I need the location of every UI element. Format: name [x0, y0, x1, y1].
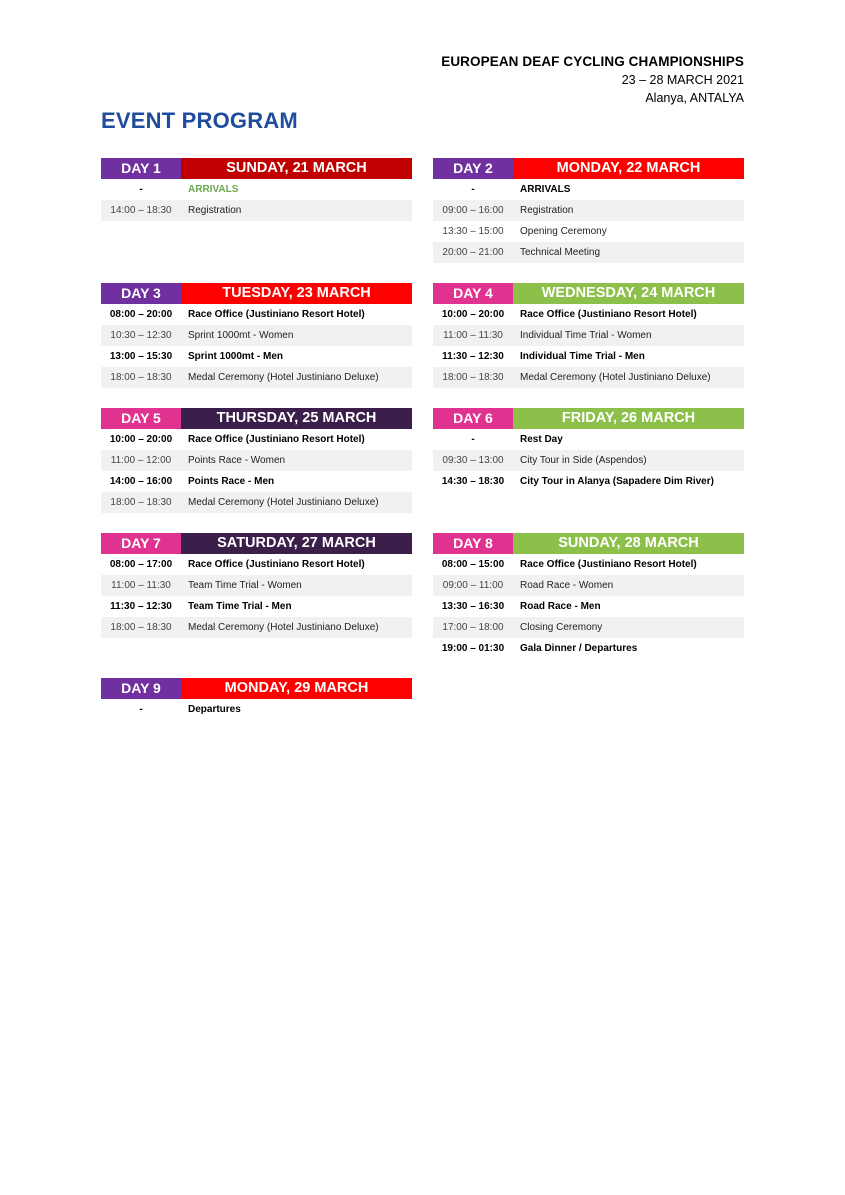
day-header: [433, 283, 744, 304]
schedule-time: 10:30 – 12:30: [110, 330, 172, 341]
schedule-row: [101, 554, 412, 575]
schedule-event: Team Time Trial - Women: [188, 580, 302, 591]
schedule-event: City Tour in Side (Aspendos): [520, 455, 647, 466]
day-block: [433, 408, 744, 492]
schedule-event: ARRIVALS: [520, 184, 571, 195]
schedule-row: [433, 242, 744, 263]
day-block: [101, 283, 412, 388]
schedule-row: [101, 471, 412, 492]
schedule-row: [101, 179, 412, 200]
schedule-row: [433, 221, 744, 242]
schedule-event: Race Office (Justiniano Resort Hotel): [520, 309, 697, 320]
day-label: DAY 4: [433, 283, 513, 304]
schedule-row: [101, 596, 412, 617]
schedule-row: [433, 200, 744, 221]
schedule-row: [101, 450, 412, 471]
schedule-event: Individual Time Trial - Men: [520, 351, 645, 362]
event-header: [441, 52, 744, 107]
schedule-row: [101, 699, 412, 720]
schedule-time: 13:30 – 15:00: [442, 226, 504, 237]
schedule-time: 14:00 – 16:00: [109, 476, 173, 487]
schedule-event: Registration: [188, 205, 242, 216]
schedule-event: Race Office (Justiniano Resort Hotel): [520, 559, 697, 570]
schedule-time: 09:00 – 11:00: [442, 580, 504, 591]
day-label: DAY 5: [101, 408, 181, 429]
day-block: [101, 533, 412, 638]
schedule-event: City Tour in Alanya (Sapadere Dim River): [520, 476, 714, 487]
day-header: [101, 158, 412, 179]
schedule-time: 09:00 – 16:00: [442, 205, 504, 216]
day-date: FRIDAY, 26 MARCH: [513, 408, 744, 429]
schedule-row: [433, 346, 744, 367]
schedule-time: 18:00 – 18:30: [442, 372, 504, 383]
schedule-event: Registration: [520, 205, 574, 216]
schedule-event: Sprint 1000mt - Women: [188, 330, 294, 341]
schedule-row: [433, 429, 744, 450]
day-label: DAY 6: [433, 408, 513, 429]
schedule-row: [101, 429, 412, 450]
day-date: SATURDAY, 27 MARCH: [181, 533, 412, 554]
schedule-row: [101, 200, 412, 221]
schedule-row: [101, 575, 412, 596]
day-block: [101, 678, 412, 720]
day-date: THURSDAY, 25 MARCH: [181, 408, 412, 429]
day-label: DAY 2: [433, 158, 513, 179]
schedule-row: [433, 596, 744, 617]
schedule-event: Race Office (Justiniano Resort Hotel): [188, 434, 365, 445]
schedule-row: [101, 492, 412, 513]
schedule-time: 11:30 – 12:30: [442, 351, 504, 362]
day-label: DAY 9: [101, 678, 181, 699]
day-block: [101, 158, 412, 221]
schedule-event: Medal Ceremony (Hotel Justiniano Deluxe): [188, 497, 379, 508]
schedule-event: Medal Ceremony (Hotel Justiniano Deluxe): [520, 372, 711, 383]
schedule-event: Medal Ceremony (Hotel Justiniano Deluxe): [188, 622, 379, 633]
schedule-event: Medal Ceremony (Hotel Justiniano Deluxe): [188, 372, 379, 383]
page-title: EVENT PROGRAM: [101, 108, 298, 133]
day-header: [433, 408, 744, 429]
schedule-event: Race Office (Justiniano Resort Hotel): [188, 559, 365, 570]
day-date: MONDAY, 29 MARCH: [181, 678, 412, 699]
schedule-time: 18:00 – 18:30: [110, 622, 172, 633]
day-block: [433, 158, 744, 263]
schedule-time: 11:00 – 11:30: [443, 330, 503, 341]
day-date: TUESDAY, 23 MARCH: [181, 283, 412, 304]
day-header: [433, 158, 744, 179]
schedule-time: -: [471, 434, 475, 445]
schedule-event: Opening Ceremony: [520, 226, 607, 237]
schedule-event: Points Race - Men: [188, 476, 275, 487]
schedule-time: 18:00 – 18:30: [110, 497, 172, 508]
schedule-time: 11:00 – 11:30: [111, 580, 171, 591]
schedule-event: ARRIVALS: [188, 184, 239, 195]
schedule-event: Departures: [188, 704, 241, 715]
schedule-time: 10:00 – 20:00: [441, 309, 505, 320]
schedule-event: Sprint 1000mt - Men: [188, 351, 284, 362]
day-label: DAY 8: [433, 533, 513, 554]
schedule-time: 13:00 – 15:30: [109, 351, 173, 362]
schedule-time: 13:30 – 16:30: [441, 601, 505, 612]
day-date: WEDNESDAY, 24 MARCH: [513, 283, 744, 304]
schedule-row: [433, 471, 744, 492]
schedule-event: Road Race - Women: [520, 580, 614, 591]
schedule-time: 19:00 – 01:30: [441, 643, 505, 654]
schedule-row: [433, 554, 744, 575]
schedule-event: Road Race - Men: [520, 601, 601, 612]
schedule-row: [101, 304, 412, 325]
schedule-time: 14:30 – 18:30: [441, 476, 505, 487]
day-header: [101, 408, 412, 429]
event-location: Alanya, ANTALYA: [645, 91, 744, 105]
schedule-row: [433, 367, 744, 388]
schedule-row: [433, 325, 744, 346]
day-label: DAY 1: [101, 158, 181, 179]
day-header: [101, 678, 412, 699]
schedule-time: -: [139, 184, 143, 195]
day-block: [433, 533, 744, 659]
schedule-time: 09:30 – 13:00: [442, 455, 504, 466]
event-dates: 23 – 28 MARCH 2021: [621, 73, 744, 87]
schedule-event: Points Race - Women: [188, 455, 286, 466]
schedule-time: 14:00 – 18:30: [110, 205, 172, 216]
schedule-event: Individual Time Trial - Women: [520, 330, 652, 341]
schedule-time: 18:00 – 18:30: [110, 372, 172, 383]
schedule-time: 17:00 – 18:00: [442, 622, 504, 633]
day-block: [433, 283, 744, 388]
day-date: SUNDAY, 28 MARCH: [513, 533, 744, 554]
schedule-row: [433, 450, 744, 471]
schedule-row: [433, 617, 744, 638]
day-label: DAY 3: [101, 283, 181, 304]
schedule-row: [433, 638, 744, 659]
day-date: SUNDAY, 21 MARCH: [181, 158, 412, 179]
schedule-event: Closing Ceremony: [520, 622, 603, 633]
schedule-row: [101, 346, 412, 367]
schedule-event: Race Office (Justiniano Resort Hotel): [188, 309, 365, 320]
schedule-time: 11:30 – 12:30: [110, 601, 172, 612]
schedule-time: 10:00 – 20:00: [109, 434, 173, 445]
schedule-row: [433, 179, 744, 200]
day-date: MONDAY, 22 MARCH: [513, 158, 744, 179]
schedule-time: 08:00 – 20:00: [109, 309, 173, 320]
day-label: DAY 7: [101, 533, 181, 554]
day-block: [101, 408, 412, 513]
schedule-time: -: [139, 704, 143, 715]
schedule-row: [433, 304, 744, 325]
schedule-event: Gala Dinner / Departures: [520, 643, 638, 654]
championship-name: EUROPEAN DEAF CYCLING CHAMPIONSHIPS: [441, 54, 744, 69]
schedule-time: 08:00 – 17:00: [109, 559, 173, 570]
day-header: [433, 533, 744, 554]
schedule-row: [101, 617, 412, 638]
schedule-event: Rest Day: [520, 434, 563, 445]
schedule-row: [101, 325, 412, 346]
day-header: [101, 533, 412, 554]
schedule-time: 20:00 – 21:00: [442, 247, 504, 258]
schedule-row: [101, 367, 412, 388]
schedule-time: -: [471, 184, 475, 195]
schedule-event: Team Time Trial - Men: [188, 601, 292, 612]
schedule-event: Technical Meeting: [520, 247, 601, 258]
day-header: [101, 283, 412, 304]
schedule-time: 08:00 – 15:00: [441, 559, 505, 570]
schedule-time: 11:00 – 12:00: [110, 455, 172, 466]
schedule-row: [433, 575, 744, 596]
